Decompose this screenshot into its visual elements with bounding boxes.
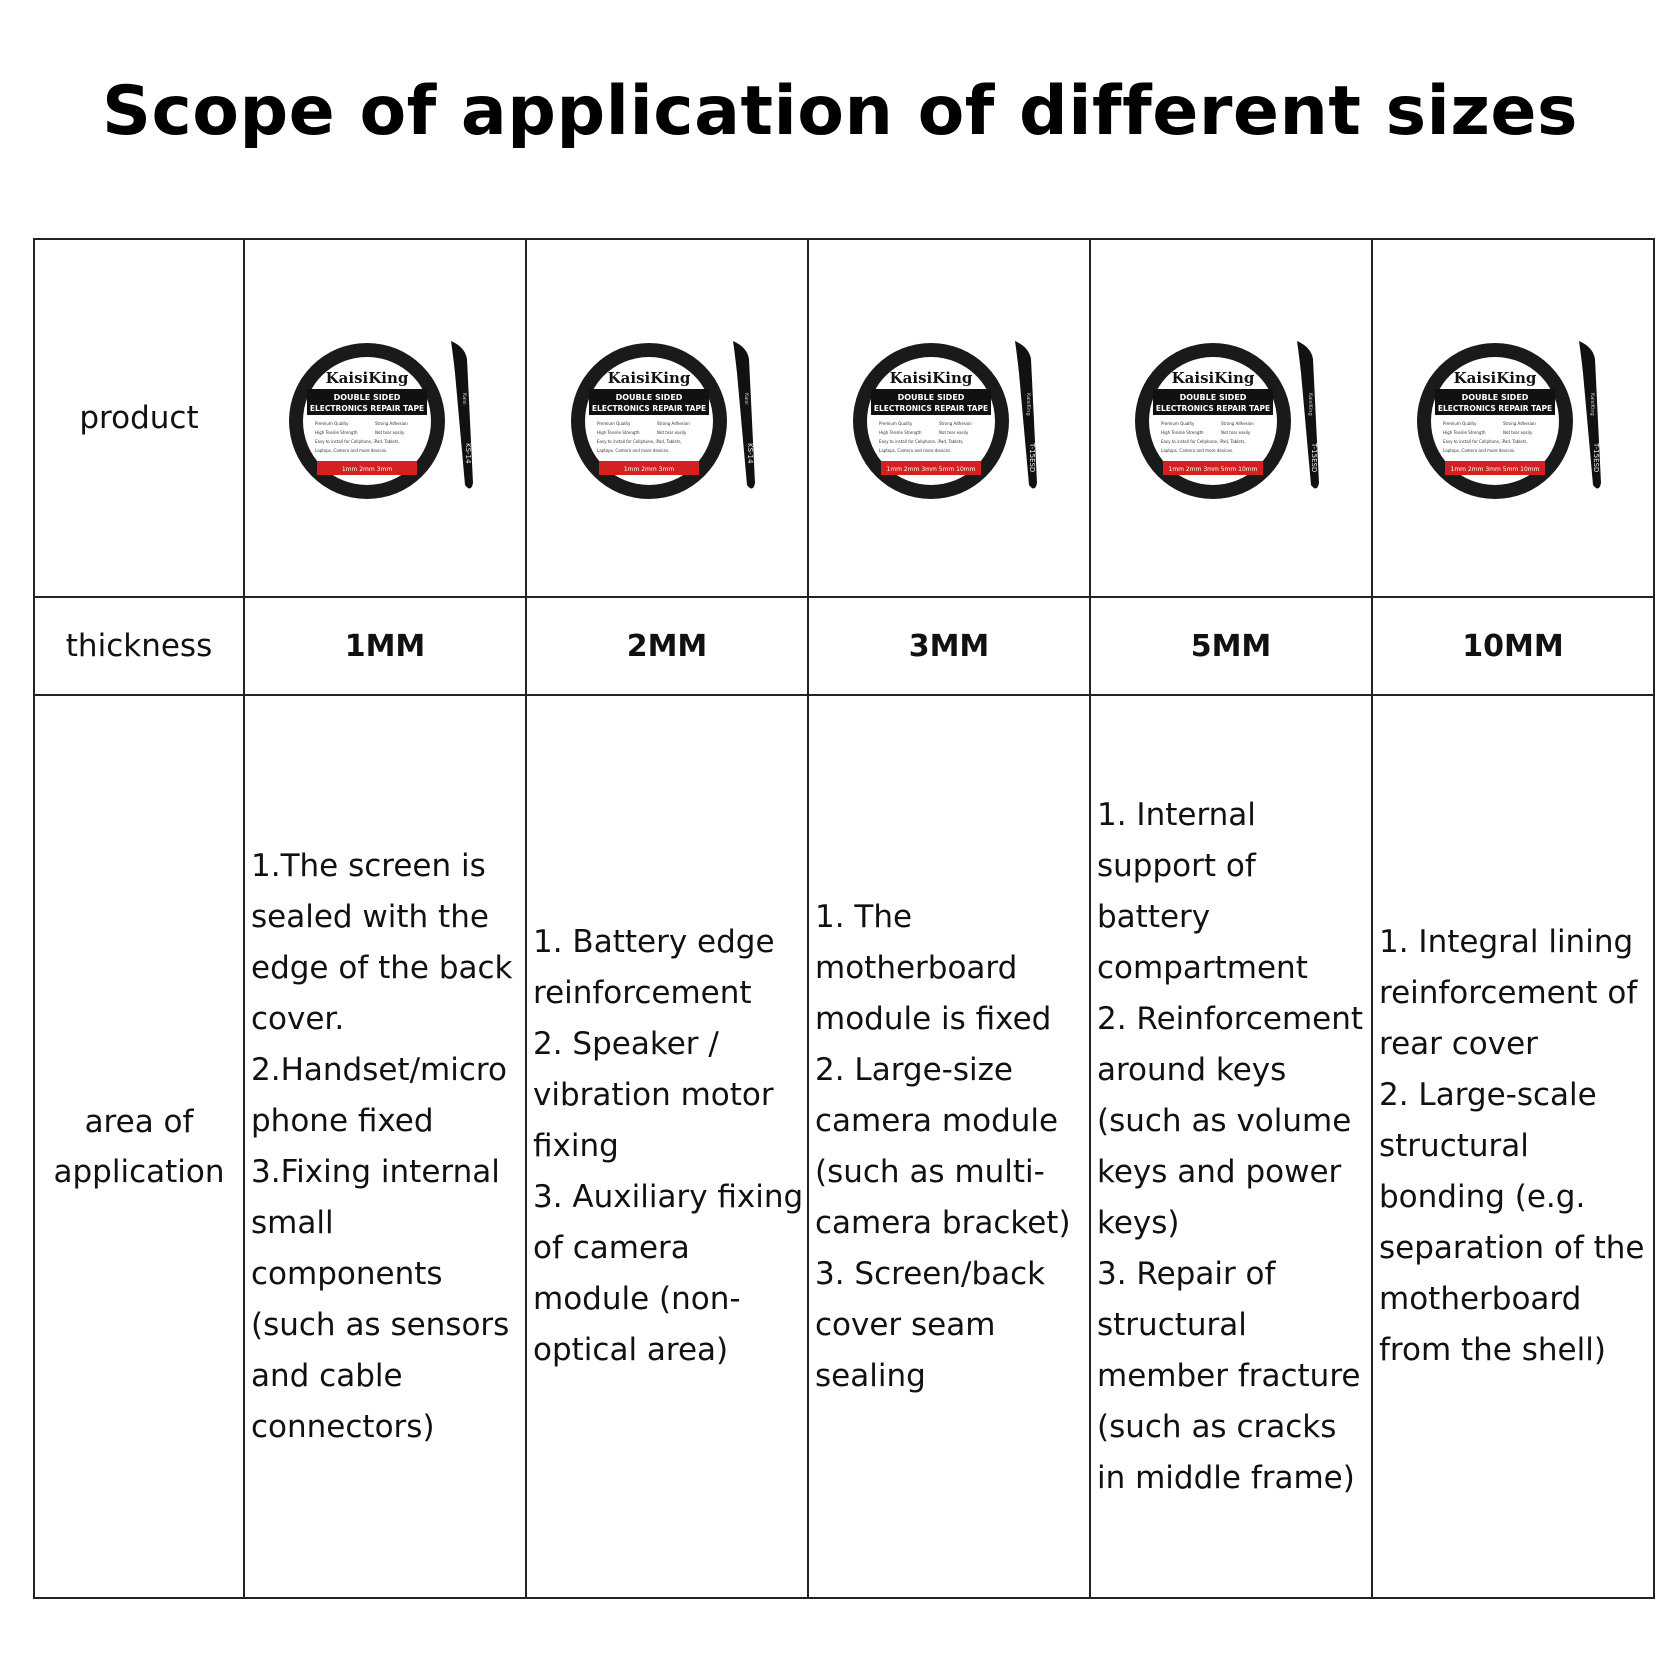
application-line: support of [1097,847,1256,884]
sizes-text: 1mm 2mm 3mm 5mm 10mm [1168,466,1258,473]
brand-logo: KaisiKing [1453,369,1537,387]
application-line: keys and power [1097,1153,1342,1190]
brand-logo: KaisiKing [325,369,409,387]
application-line: and cable [251,1357,403,1394]
feature-text: High Tensile Strength [879,430,922,435]
application-line: reinforcement of [1379,975,1638,1011]
application-line: cover. [251,1000,345,1037]
row-label-thickness: thickness [34,597,244,695]
tweezer-code: T-15ESD [1592,443,1600,473]
product-image [285,333,485,503]
application-line: camera module [815,1102,1059,1139]
feature-text: Strong Adhesion [1221,421,1254,426]
application-line: from the shell) [1379,1332,1606,1368]
product-cell [244,239,526,597]
application-line: in middle frame) [1097,1459,1355,1496]
application-line: motherboard [815,949,1018,986]
application-line: 3.Fixing internal [251,1153,500,1190]
brand-logo: KaisiKing [1171,369,1255,387]
sizes-text: 1mm 2mm 3mm 5mm 10mm [1450,466,1540,473]
application-line: reinforcement [533,975,752,1011]
application-line: 1. Internal [1097,796,1256,833]
tweezer-code: KS-14 [746,443,754,464]
feature-text: Laptops, Camera and more devices. [1443,448,1516,453]
label-line1: DOUBLE SIDED [1461,393,1529,402]
application-cell [526,695,808,1598]
thickness-value: 1MM [244,597,526,695]
label-line1: DOUBLE SIDED [615,393,683,402]
product-image [1413,333,1613,503]
application-line: 2. Speaker / [533,1026,719,1062]
application-line: 2. Large-scale [1379,1077,1597,1113]
application-line: fixing [533,1128,619,1164]
row-label-application [34,695,244,1598]
label-line2: ELECTRONICS REPAIR TAPE [873,404,989,413]
feature-text: High Tensile Strength [1161,430,1204,435]
table-row-thickness [34,597,1654,695]
feature-text: Easy to install for Cellphone, iPad, Tablets, [1161,439,1246,444]
feature-text: Laptops, Camera and more devices. [1161,448,1234,453]
application-line: compartment [1097,949,1308,986]
application-line: 1.The screen is [251,847,486,884]
feature-text: Easy to install for Cellphone, iPad, Tablets, [1443,439,1528,444]
feature-text: High Tensile Strength [597,430,640,435]
application-line: sealing [815,1357,926,1394]
size-comparison-table [33,238,1655,1599]
page-title: Scope of application of different sizes [101,72,1579,151]
product-image [1131,333,1331,503]
feature-text: Not tear easily [1503,430,1533,435]
sizes-text: 1mm 2mm 3mm 5mm 10mm [886,466,976,473]
application-cell [1372,695,1654,1598]
application-line: camera bracket) [815,1204,1071,1241]
product-cell [526,239,808,597]
application-line: module is fixed [815,1000,1052,1037]
feature-text: Premium Quality [597,421,631,426]
application-line: bonding (e.g. [1379,1179,1586,1215]
application-line: sealed with the [251,898,489,935]
label-line1: DOUBLE SIDED [897,393,965,402]
application-line: of camera [533,1230,690,1266]
application-line: battery [1097,898,1211,935]
application-cell [808,695,1090,1598]
feature-text: Not tear easily [1221,430,1251,435]
table-row-application [34,695,1654,1598]
feature-text: Laptops, Camera and more devices. [597,448,670,453]
label-line2: ELECTRONICS REPAIR TAPE [591,404,707,413]
feature-text: Not tear easily [939,430,969,435]
label-line2: ELECTRONICS REPAIR TAPE [309,404,425,413]
label-line1: DOUBLE SIDED [1179,393,1247,402]
feature-text: Strong Adhesion [375,421,408,426]
application-line: phone fixed [251,1102,434,1139]
application-line: (such as volume [1097,1102,1352,1139]
feature-text: Easy to install for Cellphone, iPad, Tablets, [879,439,964,444]
feature-text: Premium Quality [879,421,913,426]
application-line: 1. Integral lining [1379,924,1634,960]
application-line: edge of the back [251,949,513,986]
feature-text: High Tensile Strength [315,430,358,435]
label-line1: DOUBLE SIDED [333,393,401,402]
application-line: (such as cracks [1097,1408,1337,1445]
brand-logo: KaisiKing [889,369,973,387]
feature-text: Laptops, Camera and more devices. [879,448,952,453]
application-line: (such as multi- [815,1153,1045,1190]
label-line2: ELECTRONICS REPAIR TAPE [1437,404,1553,413]
tweezer-code: KS-14 [464,443,472,464]
feature-text: Strong Adhesion [657,421,690,426]
tweezer-brand: Kaisi [743,393,749,405]
tweezer-code: T-15ESD [1028,443,1036,473]
feature-text: Premium Quality [315,421,349,426]
application-line: 2. Large-size [815,1051,1013,1088]
application-line: keys) [1097,1204,1180,1241]
application-line: rear cover [1379,1026,1538,1062]
row-label-product: product [34,239,244,597]
sizes-text: 1mm 2mm 3mm [623,466,675,473]
label-line2: ELECTRONICS REPAIR TAPE [1155,404,1271,413]
feature-text: Easy to install for Cellphone, iPad, Tablets, [315,439,400,444]
tweezer-brand: KaisiKing [1589,393,1595,416]
application-line: around keys [1097,1051,1287,1088]
brand-logo: KaisiKing [607,369,691,387]
application-line: module (non- [533,1281,741,1317]
application-line: structural [1097,1306,1247,1343]
application-cell [244,695,526,1598]
thickness-value: 5MM [1090,597,1372,695]
thickness-value: 3MM [808,597,1090,695]
application-line: 1. Battery edge [533,924,775,960]
application-line: connectors) [251,1408,435,1445]
tweezer-brand: KaisiKing [1307,393,1313,416]
feature-text: Not tear easily [375,430,405,435]
application-line: cover seam [815,1306,996,1343]
feature-text: High Tensile Strength [1443,430,1486,435]
product-cell [1090,239,1372,597]
application-line: (such as sensors [251,1306,510,1343]
application-line: vibration motor [533,1077,774,1113]
thickness-value: 10MM [1372,597,1654,695]
application-line: 2.Handset/micro [251,1051,507,1088]
feature-text: Premium Quality [1443,421,1477,426]
application-line: optical area) [533,1332,729,1368]
product-cell [1372,239,1654,597]
feature-text: Not tear easily [657,430,687,435]
tweezers-icon [451,341,473,489]
tweezer-brand: KaisiKing [1025,393,1031,416]
application-line: small [251,1204,334,1241]
application-line: 2. Reinforcement [1097,1000,1364,1037]
table-row-product [34,239,1654,597]
application-line: 3. Screen/back [815,1255,1046,1292]
tweezer-code: T-15ESD [1310,443,1318,473]
product-cell [808,239,1090,597]
application-cell [1090,695,1372,1598]
application-line: 3. Repair of [1097,1255,1276,1292]
row-label-application-line1: area of [84,1103,194,1140]
application-line: 1. The [815,898,913,935]
thickness-value: 2MM [526,597,808,695]
feature-text: Easy to install for Cellphone, iPad, Tablets, [597,439,682,444]
product-image [849,333,1049,503]
tweezers-icon [733,341,755,489]
product-image [567,333,767,503]
application-line: motherboard [1379,1281,1582,1317]
feature-text: Laptops, Camera and more devices. [315,448,388,453]
application-line: components [251,1255,443,1292]
row-label-application-line2: application [53,1153,225,1190]
application-line: 3. Auxiliary fixing [533,1179,804,1215]
feature-text: Premium Quality [1161,421,1195,426]
application-line: structural [1379,1128,1529,1164]
sizes-text: 1mm 2mm 3mm [341,466,393,473]
tweezer-brand: Kaisi [461,393,467,405]
application-line: member fracture [1097,1357,1361,1394]
feature-text: Strong Adhesion [939,421,972,426]
application-line: separation of the [1379,1230,1645,1266]
feature-text: Strong Adhesion [1503,421,1536,426]
